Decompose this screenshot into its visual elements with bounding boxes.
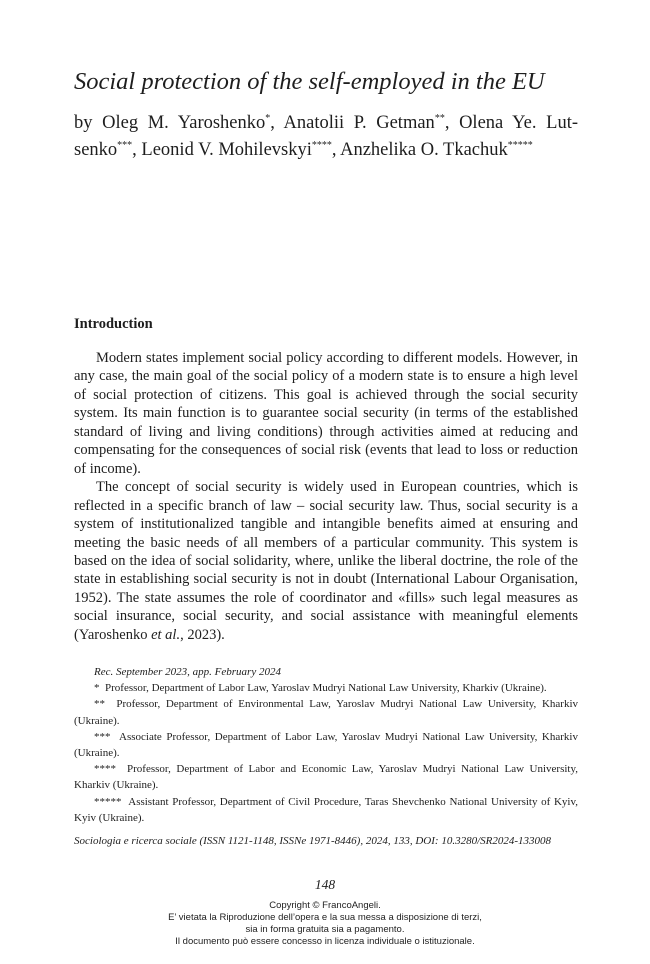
footnote — [74, 794, 578, 826]
author-name: Oleg M. Yaroshenko — [102, 113, 266, 133]
author-name: Anatolii P. Getman — [283, 113, 435, 133]
footnotes — [74, 664, 578, 826]
footnote — [74, 696, 578, 728]
copyright-line: Copyright © FrancoAngeli. — [269, 900, 381, 911]
author-name: Olena Ye. Lutsenko — [74, 113, 579, 160]
footnote — [74, 761, 578, 793]
author-separator: , — [444, 113, 460, 133]
author-separator: , — [270, 113, 284, 133]
copyright-notice — [0, 900, 650, 948]
received-dates: Rec. September 2023, app. February 2024 — [94, 666, 281, 678]
footnote — [74, 680, 578, 696]
body-text — [74, 349, 578, 644]
footnote-text: Assistant Professor, Department of Civil Procedure, Taras Shevchenko National University of Kyiv, Kyiv (Ukraine). — [74, 795, 578, 824]
author-footnote-mark: * — [265, 113, 271, 124]
author-footnote-mark: *** — [117, 140, 133, 151]
author-list — [74, 110, 578, 164]
footnote-mark: ***** — [94, 795, 122, 808]
author-footnote-mark: ***** — [507, 140, 533, 151]
paragraph-text: The concept of social security is widely used in European countries, which is reflected in a specific branch of law – social security law. Thus, social security is a system of institutionalized tangible and intangible benefits aimed at ensuring and meeting the basic needs of all members of a particular community. This system is based on the idea of social solidarity, where, unlike the liberal doctrine, the role of the state in establishing social security is not in doubt (International Labour Organisation, 1952). The state assumes the role of coordinator and «fills» such legal measures as social insurance, social security, and social assistance with meaningful elements (Yaroshenko — [74, 479, 578, 643]
page-number: 148 — [314, 877, 336, 892]
footnote-mark: ** — [94, 698, 105, 711]
journal-citation: Sociologia e ricerca sociale (ISSN 1121-1148, ISSNe 1971-8446), 2024, 133, DOI: 10.3280/SR2024-133008 — [74, 835, 552, 847]
citation-tail: , 2023). — [180, 626, 225, 643]
footnote-text: Professor, Department of Labor Law, Yaroslav Mudryi National Law University, Kharkiv (Ukraine). — [105, 682, 547, 695]
author-name: Anzhelika O. Tkachuk — [340, 140, 508, 160]
paragraph — [74, 478, 578, 644]
article-title: Social protection of the self-employed in the EU — [74, 68, 545, 95]
copyright-line: E’ vietata la Riproduzione dell’opera e la sua messa a disposizione di terzi, — [168, 912, 482, 923]
footnote-mark: **** — [94, 763, 116, 776]
author-separator: , — [331, 140, 341, 160]
footnote-mark: *** — [94, 730, 111, 743]
citation-et-al: et al. — [151, 626, 181, 643]
footnote-text: Professor, Department of Environmental Law, Yaroslav Mudryi National Law University, Kharkiv (Ukraine). — [74, 698, 578, 727]
footnote-text: Professor, Department of Labor and Economic Law, Yaroslav Mudryi National Law University, Kharkiv (Ukraine). — [74, 763, 579, 792]
footnote-text: Associate Professor, Department of Labor Law, Yaroslav Mudryi National Law University, Kharkiv (Ukraine). — [74, 730, 578, 760]
author-name: Leonid V. Mohilevskyi — [141, 140, 312, 160]
footnote-mark: * — [94, 682, 100, 695]
author-footnote-mark: ** — [434, 113, 445, 124]
paragraph: Modern states implement social policy according to different models. However, in any case, the main goal of the social policy of a modern state is to ensure a high level of social protection of citizens. This goal is achieved through the social security system. Its main function is to guarantee social security (in terms of the established standard of living and living conditions) through activities aimed at reducing and compensating for the consequences of social risk (events that lead to loss or reduction of income). — [74, 350, 578, 477]
copyright-line: Il documento può essere concesso in licenza individuale o istituzionale. — [175, 936, 475, 947]
footnote — [74, 729, 578, 761]
copyright-line: sia in forma gratuita sia a pagamento. — [245, 924, 405, 935]
section-heading: Introduction — [74, 316, 153, 332]
author-separator: , — [132, 140, 142, 160]
authors-prefix: by — [74, 113, 103, 133]
author-footnote-mark: **** — [311, 140, 332, 151]
